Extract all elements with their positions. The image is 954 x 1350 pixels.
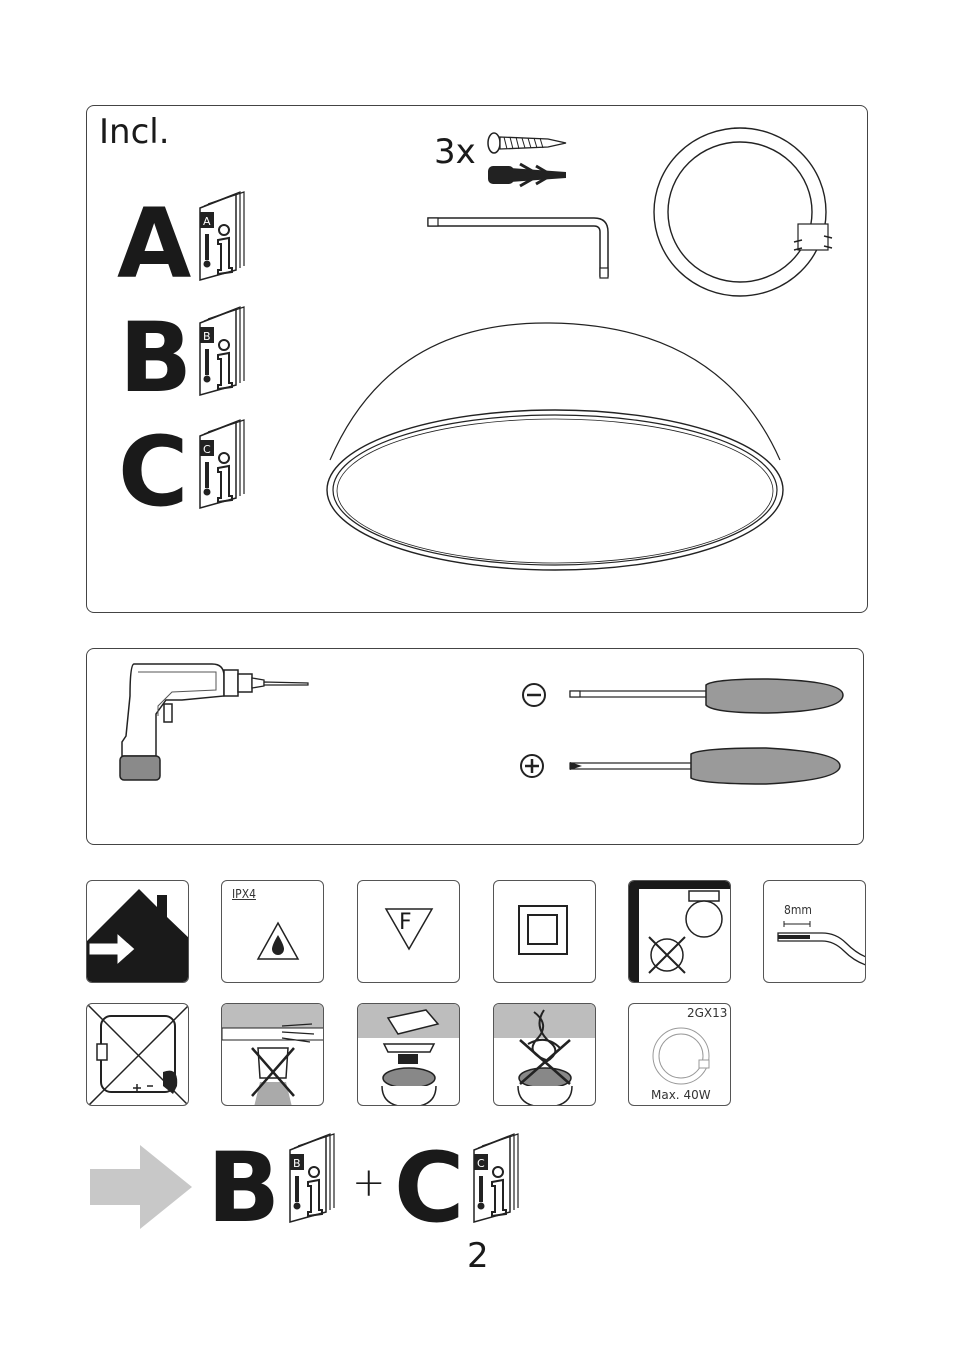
lamp-base-label: 2GX13 — [687, 1006, 728, 1020]
footer-manual-icon-c — [470, 1132, 524, 1224]
tangled-wires-cross-icon — [494, 1004, 596, 1106]
manual-booklet-icon-b — [196, 305, 250, 397]
no-bulb-near-wall-symbol — [628, 880, 731, 983]
phillips-screwdriver-icon — [516, 746, 846, 790]
class-ii-symbol — [493, 880, 596, 983]
circular-lamp-small-icon — [649, 1024, 713, 1088]
footer-letter-b: B — [207, 1132, 279, 1244]
double-square-icon — [518, 905, 568, 955]
indoor-use-symbol — [86, 880, 189, 983]
wire-strip-length-symbol — [763, 880, 866, 983]
next-step-arrow-icon — [88, 1143, 194, 1231]
no-dimmer-symbol — [86, 1003, 189, 1106]
lamp-type-symbol — [628, 1003, 731, 1106]
footer-manual-icon-b — [286, 1132, 340, 1224]
footer-letter-c: C — [394, 1132, 463, 1244]
circular-tube-lamp-icon — [648, 122, 838, 302]
manual-letter-a: A — [117, 188, 190, 300]
ceiling-fixture-icon — [358, 1004, 460, 1106]
manual-letter-b: B — [119, 302, 191, 414]
switch-cross-icon — [87, 1004, 189, 1106]
drill-icon — [112, 656, 317, 786]
wall-plug-icon — [486, 158, 568, 192]
f-mark-symbol — [357, 880, 460, 983]
lamp-shade-icon — [320, 315, 790, 575]
no-drilling-near-wires-symbol — [221, 1003, 324, 1106]
allen-key-icon — [426, 212, 621, 284]
ipx4-symbol — [221, 880, 324, 983]
screw-icon — [486, 130, 568, 156]
ip-rating-label: IPX4 — [232, 887, 256, 901]
f-mark-letter: F — [399, 910, 412, 935]
manual-booklet-icon-a — [196, 190, 250, 282]
manual-booklet-icon-c — [196, 418, 250, 510]
bulb-wall-cross-icon — [629, 881, 731, 983]
svg-text:C: C — [203, 443, 211, 456]
screw-quantity: 3x — [434, 132, 476, 172]
wire-drill-cross-icon — [222, 1004, 324, 1106]
manual-letter-c: C — [118, 416, 187, 528]
included-title: Incl. — [99, 112, 170, 152]
max-power-label: Max. 40W — [651, 1088, 711, 1102]
svg-text:A: A — [203, 215, 211, 228]
house-arrow-icon — [87, 881, 189, 983]
svg-text:B: B — [203, 330, 211, 343]
no-wire-tangle-symbol — [493, 1003, 596, 1106]
water-drop-triangle-icon — [256, 921, 300, 961]
ceiling-mount-symbol — [357, 1003, 460, 1106]
wire-icon — [774, 919, 866, 979]
footer-plus-sign: + — [352, 1160, 386, 1206]
flat-screwdriver-icon — [518, 675, 848, 719]
svg-text:C: C — [477, 1157, 485, 1170]
svg-text:B: B — [293, 1157, 301, 1170]
page-number: 2 — [467, 1236, 489, 1276]
strip-length-label: 8mm — [784, 903, 812, 917]
